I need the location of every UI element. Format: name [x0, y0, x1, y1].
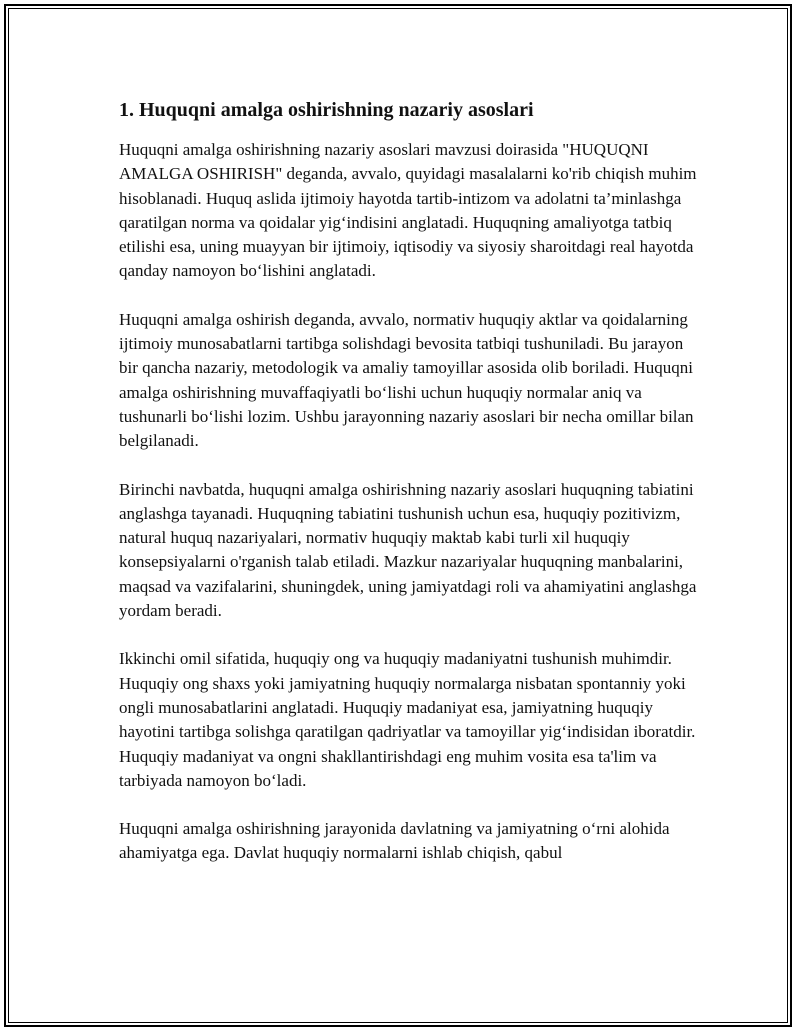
- section-heading: 1. Huquqni amalga oshirishning nazariy asoslari: [119, 99, 534, 121]
- paragraph-4: Ikkinchi omil sifatida, huquqiy ong va huquqiy madaniyatni tushunish muhimdir. Huquqiy ong shaxs yoki jamiyatning huquqiy normalarga nisbatan spontanniy yoki ongli munosabatlarini anglatadi. Huquqiy madaniyat esa, jamiyatning huquqiy hayotini tartibga solishga qaratilgan qadriyatlar va tamoyillar yig‘indisidan iboratdir. Huquqiy madaniyat va ongni shakllantirishdagi eng muhim vosita esa ta'lim va tarbiyada namoyon bo‘ladi.: [119, 649, 696, 790]
- paragraph-2: Huquqni amalga oshirish deganda, avvalo, normativ huquqiy aktlar va qoidalarning ijtimoiy munosabatlarni tartibga solishdagi bevosita tatbiqi tushuniladi. Bu jarayon bir qancha nazariy, metodologik va amaliy tamoyillar asosida olib boriladi. Huquqni amalga oshirishning muvaffaqiyatli bo‘lishi uchun huquqiy normalar aniq va tushunarli bo‘lishi lozim. Ushbu jarayonning nazariy asoslari bir necha omillar bilan belgilanadi.: [119, 309, 694, 451]
- paragraph-1: Huquqni amalga oshirishning nazariy asoslari mavzusi doirasida "HUQUQNI AMALGA OSHIRISH" deganda, avvalo, quyidagi masalalarni ko'rib chiqish muhim hisoblanadi. Huquq aslida ijtimoiy hayotda tartib-intizom va adolatni ta’minlashga qaratilgan norma va qoidalar yig‘indisini anglatadi. Huquqning amaliyotga tatbiq etilishi esa, uning muayyan bir ijtimoiy, iqtisodiy va siyosiy sharoitdagi real hayotda qanday namoyon bo‘lishini anglatadi.: [119, 140, 697, 281]
- paragraph-3: Birinchi navbatda, huquqni amalga oshirishning nazariy asoslari huquqning tabiatini anglashga tayanadi. Huquqning tabiatini tushunish uchun esa, huquqiy pozitivizm, natural huquq nazariyalari, normativ huquqiy maktab kabi turli xil huquqiy konsepsiyalarni o'rganish talab etiladi. Mazkur nazariyalar huquqning manbalarini, maqsad va vazifalarini, shuningdek, uning jamiyatdagi roli va ahamiyatini anglashga yordam beradi.: [119, 479, 697, 621]
- page-frame: [4, 4, 792, 1027]
- document-body: [119, 96, 699, 890]
- paragraph-5: Huquqni amalga oshirishning jarayonida davlatning va jamiyatning o‘rni alohida ahamiyatga ega. Davlat huquqiy normalarni ishlab chiqish, qabul: [119, 819, 670, 863]
